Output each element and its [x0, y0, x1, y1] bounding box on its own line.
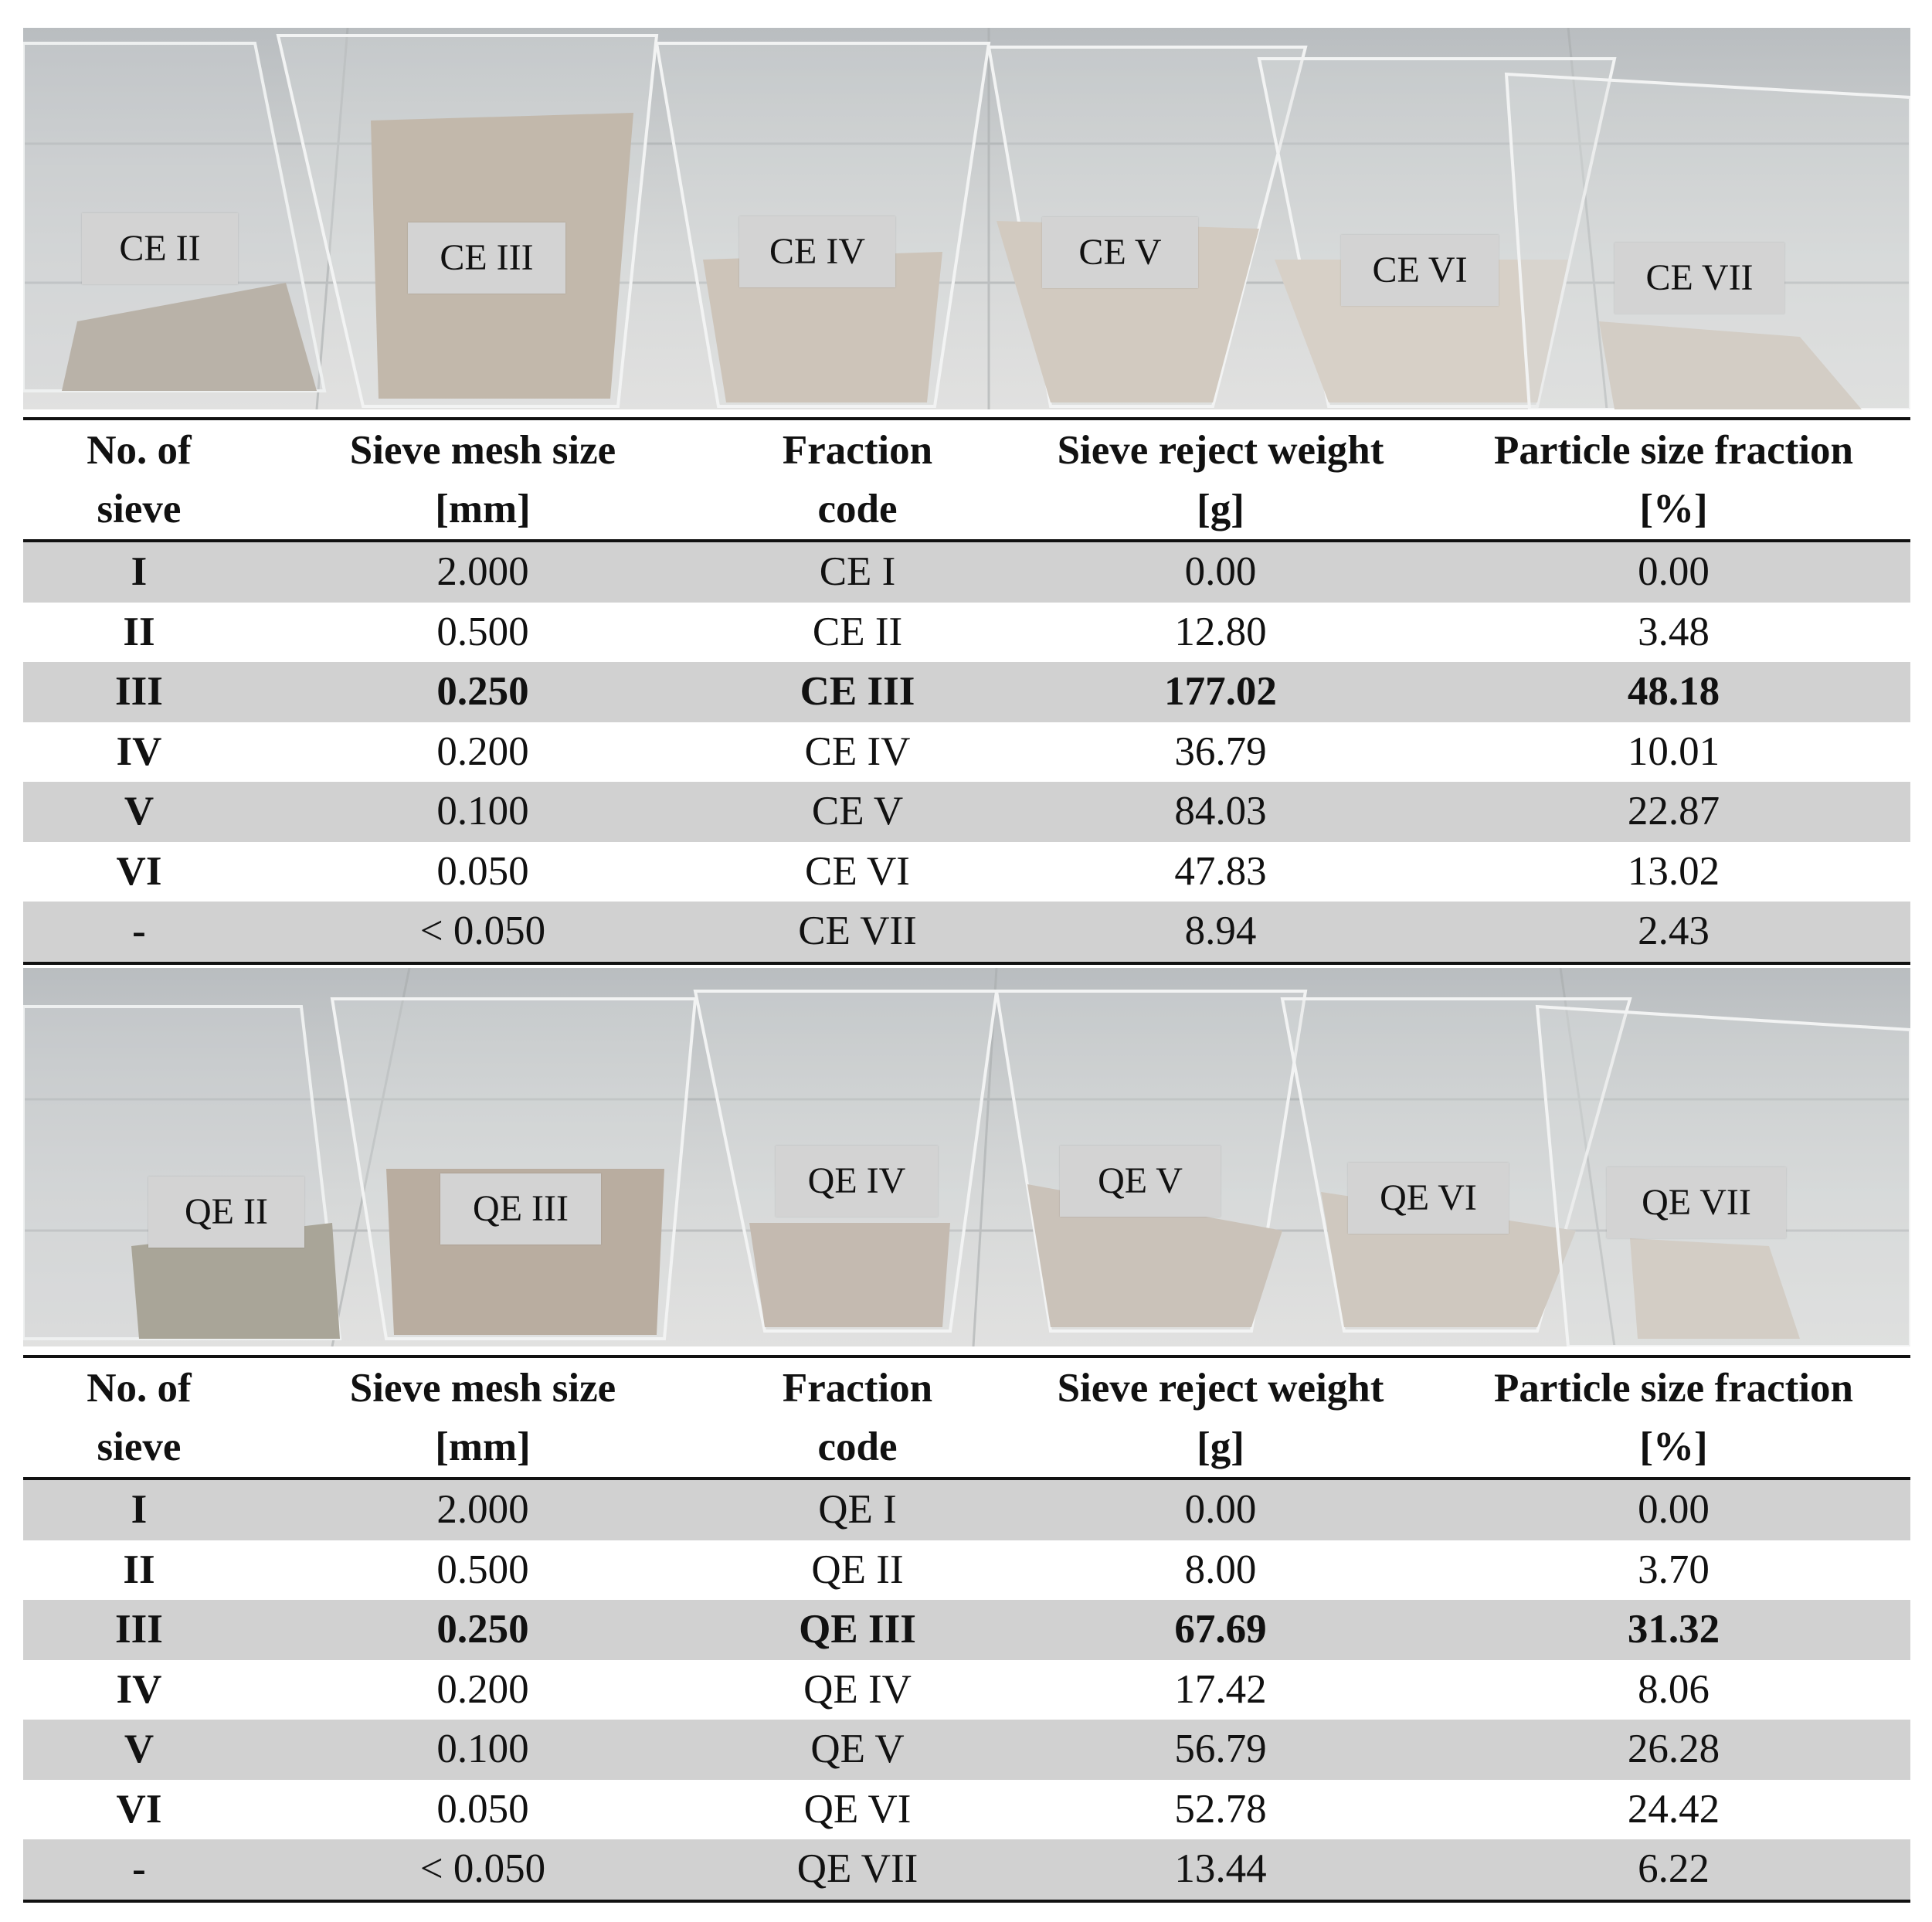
cell-mesh-size: 0.100: [436, 789, 529, 834]
photo-ce-containers: [23, 28, 1910, 409]
cell-mesh-size: < 0.050: [419, 1846, 546, 1892]
cell-fraction-code: CE VII: [798, 908, 917, 954]
table-row: [23, 782, 1910, 842]
table-header-row: [23, 1357, 1910, 1479]
cell-sieve-no: III: [115, 669, 163, 715]
cell-sieve-no: IV: [116, 728, 162, 774]
cell-size-fraction: 48.18: [1627, 669, 1720, 715]
cell-mesh-size: 2.000: [436, 1487, 529, 1533]
photo-qe-containers: [23, 968, 1910, 1346]
photo-label: QE VII: [1607, 1167, 1786, 1238]
cell-size-fraction: 24.42: [1627, 1786, 1720, 1832]
cell-fraction-code: CE I: [819, 549, 896, 595]
cell-sieve-no: II: [123, 609, 155, 654]
cell-reject-weight: 47.83: [1174, 848, 1267, 894]
header-sieve-mesh-size: Sieve mesh size [mm]: [349, 428, 616, 531]
cell-size-fraction: 26.28: [1627, 1727, 1720, 1772]
cell-reject-weight: 36.79: [1174, 728, 1267, 774]
cell-reject-weight: 0.00: [1184, 549, 1257, 595]
header-particle-size-fraction: Particle size fraction [%]: [1494, 1366, 1853, 1469]
cell-reject-weight: 17.42: [1174, 1666, 1267, 1712]
table-row: [23, 1839, 1910, 1901]
cell-fraction-code: CE V: [811, 789, 904, 834]
table-row: [23, 541, 1910, 603]
cell-mesh-size: < 0.050: [419, 908, 546, 954]
cell-reject-weight: 52.78: [1174, 1786, 1267, 1832]
cell-fraction-code: QE II: [811, 1547, 904, 1592]
cell-fraction-code: CE IV: [804, 728, 911, 774]
cell-fraction-code: QE I: [818, 1487, 897, 1533]
photo-label: CE IV: [739, 216, 895, 287]
header-no-of-sieve: No. of sieve: [87, 428, 192, 531]
cell-mesh-size: 0.200: [436, 728, 529, 774]
cell-sieve-no: V: [124, 1727, 154, 1772]
cell-mesh-size: 2.000: [436, 549, 529, 595]
photo-label: QE III: [440, 1173, 601, 1245]
cell-fraction-code: QE VI: [803, 1786, 912, 1832]
table-row: [23, 603, 1910, 663]
cell-sieve-no: -: [132, 1846, 146, 1892]
photo-ce-fractions: [23, 28, 1910, 409]
cell-fraction-code: QE V: [810, 1727, 905, 1772]
cell-sieve-no: I: [131, 1487, 148, 1533]
cell-size-fraction: 3.48: [1638, 609, 1710, 654]
table-row: [23, 902, 1910, 963]
header-no-of-sieve: No. of sieve: [87, 1366, 192, 1469]
sieve-table-qe: [23, 1355, 1910, 1903]
photo-label: QE V: [1060, 1146, 1221, 1217]
cell-size-fraction: 22.87: [1627, 789, 1720, 834]
cell-fraction-code: QE III: [799, 1607, 916, 1652]
header-sieve-mesh-size: Sieve mesh size [mm]: [349, 1366, 616, 1469]
table-row: [23, 1780, 1910, 1840]
cell-size-fraction: 31.32: [1627, 1607, 1720, 1652]
cell-reject-weight: 177.02: [1164, 669, 1277, 715]
cell-mesh-size: 0.250: [436, 669, 529, 715]
cell-reject-weight: 8.94: [1184, 908, 1257, 954]
cell-reject-weight: 84.03: [1174, 789, 1267, 834]
photo-label: CE III: [408, 222, 565, 294]
header-sieve-reject-weight: Sieve reject weight [g]: [1057, 1366, 1384, 1469]
sieve-table-ce: [23, 417, 1910, 965]
header-particle-size-fraction: Particle size fraction [%]: [1494, 428, 1853, 531]
table-row: [23, 1720, 1910, 1780]
cell-reject-weight: 12.80: [1174, 609, 1267, 654]
cell-fraction-code: QE VII: [796, 1846, 918, 1892]
table-row: [23, 662, 1910, 722]
table-row: [23, 1660, 1910, 1720]
cell-size-fraction: 2.43: [1638, 908, 1710, 954]
photo-label: CE VI: [1341, 235, 1499, 306]
photo-qe-fractions: [23, 968, 1910, 1346]
header-sieve-reject-weight: Sieve reject weight [g]: [1057, 428, 1384, 531]
cell-fraction-code: CE II: [812, 609, 903, 654]
cell-fraction-code: QE IV: [803, 1666, 912, 1712]
cell-sieve-no: II: [123, 1547, 155, 1592]
cell-sieve-no: III: [115, 1607, 163, 1652]
cell-fraction-code: CE VI: [805, 848, 910, 894]
cell-size-fraction: 3.70: [1638, 1547, 1710, 1592]
cell-size-fraction: 0.00: [1638, 549, 1710, 595]
cell-reject-weight: 67.69: [1174, 1607, 1267, 1652]
cell-fraction-code: CE III: [800, 669, 915, 715]
header-fraction-code: Fraction code: [782, 1366, 933, 1469]
cell-mesh-size: 0.050: [436, 1786, 529, 1832]
cell-sieve-no: V: [124, 789, 154, 834]
photo-label: CE II: [82, 213, 238, 284]
cell-size-fraction: 8.06: [1638, 1666, 1710, 1712]
cell-size-fraction: 10.01: [1627, 728, 1720, 774]
cell-sieve-no: VI: [116, 848, 162, 894]
cell-reject-weight: 0.00: [1184, 1487, 1257, 1533]
cell-sieve-no: -: [132, 908, 146, 954]
cell-reject-weight: 13.44: [1174, 1846, 1267, 1892]
cell-mesh-size: 0.500: [436, 609, 529, 654]
photo-label: QE II: [148, 1177, 304, 1248]
cell-size-fraction: 6.22: [1638, 1846, 1710, 1892]
cell-sieve-no: I: [131, 549, 148, 595]
cell-sieve-no: IV: [116, 1666, 162, 1712]
cell-mesh-size: 0.500: [436, 1547, 529, 1592]
cell-mesh-size: 0.200: [436, 1666, 529, 1712]
table-row: [23, 1540, 1910, 1601]
cell-reject-weight: 8.00: [1184, 1547, 1257, 1592]
cell-size-fraction: 0.00: [1638, 1487, 1710, 1533]
cell-mesh-size: 0.050: [436, 848, 529, 894]
photo-label: QE IV: [776, 1146, 938, 1217]
table-row: [23, 842, 1910, 902]
table-row: [23, 1479, 1910, 1540]
table-header-row: [23, 419, 1910, 541]
cell-mesh-size: 0.100: [436, 1727, 529, 1772]
header-fraction-code: Fraction code: [782, 428, 933, 531]
cell-size-fraction: 13.02: [1627, 848, 1720, 894]
table-row: [23, 1600, 1910, 1660]
photo-label: CE VII: [1615, 243, 1784, 314]
photo-label: QE VI: [1348, 1163, 1509, 1234]
cell-mesh-size: 0.250: [436, 1607, 529, 1652]
cell-sieve-no: VI: [116, 1786, 162, 1832]
photo-label: CE V: [1042, 217, 1198, 288]
table-row: [23, 722, 1910, 783]
cell-reject-weight: 56.79: [1174, 1727, 1267, 1772]
